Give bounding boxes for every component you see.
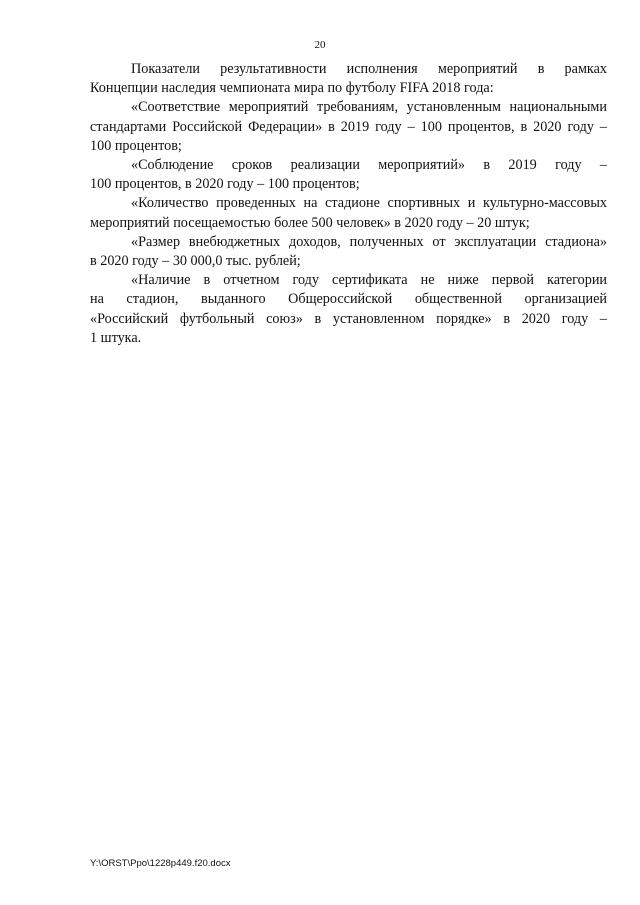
paragraph-line: на стадион, выданного Общероссийской общественной организацией (90, 291, 607, 308)
paragraph-line: «Соблюдение сроков реализации мероприятий» в 2019 году – (131, 157, 607, 174)
page-number: 20 (314, 39, 326, 51)
paragraph-line: 100 процентов; (90, 137, 182, 154)
paragraph-line: 100 процентов, в 2020 году – 100 процентов; (90, 176, 360, 193)
paragraph-standards-compliance (90, 98, 607, 156)
paragraph-line: «Размер внебюджетных доходов, полученных от эксплуатации стадиона» (131, 233, 607, 250)
paragraph-line: стандартами Российской Федерации» в 2019 году – 100 процентов, в 2020 году – (90, 118, 607, 135)
paragraph-indicators-intro (90, 60, 607, 98)
paragraph-line: «Количество проведенных на стадионе спортивных и культурно-массовых (131, 195, 607, 212)
paragraph-extrabudgetary-income (90, 233, 607, 271)
paragraph-line: «Российский футбольный союз» в установленном порядке» в 2020 году – (90, 310, 607, 327)
paragraph-events-count (90, 194, 607, 232)
paragraph-line: Показатели результативности исполнения мероприятий в рамках (131, 61, 607, 77)
document-body (90, 60, 607, 348)
file-path-footer: Y:\ORST\Ppo\1228p449.f20.docx (90, 858, 231, 869)
paragraph-certificate (90, 271, 607, 348)
paragraph-line: Концепции наследия чемпионата мира по футболу FIFA 2018 года: (90, 80, 494, 97)
paragraph-line: 1 штука. (90, 329, 142, 346)
paragraph-line: в 2020 году – 30 000,0 тыс. рублей; (90, 253, 301, 270)
paragraph-line: «Наличие в отчетном году сертификата не ниже первой категории (131, 272, 607, 289)
paragraph-line: «Соответствие мероприятий требованиям, установленным национальными (131, 99, 607, 116)
paragraph-line: мероприятий посещаемостью более 500 человек» в 2020 году – 20 штук; (90, 214, 530, 231)
paragraph-deadlines (90, 156, 607, 194)
